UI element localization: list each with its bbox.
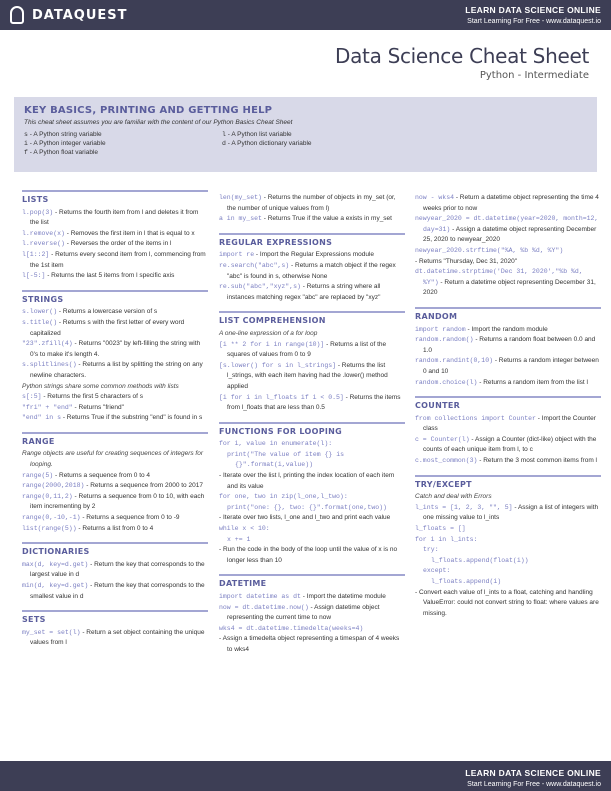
basics-var: l [222, 131, 226, 138]
cheat-item [219, 492, 405, 513]
basics-item: f - A Python float variable [24, 149, 99, 156]
code-snippet: range(2000,2018) [22, 482, 85, 490]
code-snippet: newyear_2020 = dt.datetime(year=2020, month=12, day=31) [415, 215, 599, 233]
cheat-item: import random - Import the random module [415, 325, 548, 333]
code-snippet: dt.datetime.strptime('Dec 31, 2020',"%b %d, %Y") [415, 268, 583, 286]
cheat-item: - Iterate over two lists, l_one and l_two and print each value [219, 514, 391, 522]
cheat-item: max(d, key=d.get) - Return the key that corresponds to the largest value in d [22, 560, 205, 579]
section-sets [22, 610, 208, 649]
section-range [22, 432, 208, 534]
cheat-item: a in my_set - Returns True if the value a exists in my_set [219, 215, 392, 223]
cheat-item: random.random() - Returns a random float between 0.0 and 1.0 [415, 336, 596, 354]
header-link[interactable]: Start Learning For Free - www.dataquest.io [467, 18, 601, 25]
code-snippet: random.random() [415, 336, 474, 344]
code-snippet: print("The value of item {} is {}".format(i,value)) [227, 450, 345, 469]
cheat-item: Catch and deal with Errors [415, 493, 492, 501]
cheat-item: "end" in s - Returns True if the substring "end" is found in s [22, 414, 203, 422]
cheat-item: l[-5:] - Returns the last 5 items from l specific axis [22, 272, 175, 280]
code-snippet: except: [423, 567, 451, 575]
cheat-item: dt.datetime.strptime('Dec 31, 2020',"%b %d, %Y") - Return a datetime object representing December 31, 2020 [415, 268, 596, 297]
cheat-item: random.randint(0,10) - Returns a random integer between 0 and 10 [415, 357, 599, 375]
code-snippet: range(0,-10,-1) [22, 514, 81, 522]
cheat-item: l[1::2] - Returns every second item from l, commencing from the 1st item [22, 250, 206, 269]
cheat-item [219, 624, 405, 635]
code-snippet: re.sub("abc","xyz",s) [219, 283, 301, 291]
cheat-item: range(0,-10,-1) - Returns a sequence from 0 to -9 [22, 514, 180, 522]
code-snippet: list(range(5)) [22, 524, 77, 532]
page-title: Data Science Cheat Sheet [334, 44, 589, 68]
cheat-item: [i for i in l_floats if i < 0.5] - Returns the items from l_floats that are less than 0.5 [219, 393, 401, 412]
code-snippet: l[-5:] [22, 272, 46, 280]
code-snippet: print("one: {}, two: {}".format(one,two)) [227, 503, 387, 511]
section-heading: DATETIME [219, 579, 267, 589]
code-snippet: min(d, key=d.get) [22, 582, 89, 589]
code-snippet: l_floats.append(float(i)) [431, 556, 529, 564]
section-continued [219, 190, 405, 225]
cheat-item: list(range(5)) - Returns a list from 0 to 4 [22, 524, 154, 532]
column-1 [22, 190, 208, 657]
code-snippet: a in my_set [219, 215, 262, 223]
section-list-comprehension [219, 311, 405, 413]
basics-var: d [222, 140, 226, 147]
cheat-item: import datetime as dt - Import the datetime module [219, 593, 386, 600]
logo-icon [10, 6, 24, 24]
cheat-item: range(2000,2018) - Returns a sequence from 2000 to 2017 [22, 482, 203, 490]
cheat-item: [i ** 2 for i in range(10)] - Returns a list of the squares of values from 0 to 9 [219, 340, 387, 359]
cheat-item: random.choice(l) - Returns a random item from the list l [415, 378, 588, 386]
code-snippet: range(5) [22, 471, 54, 479]
code-snippet: my_set = set(l) [22, 628, 81, 636]
column-3 [415, 190, 601, 627]
section-heading: SETS [22, 615, 46, 625]
code-snippet: random.randint(0,10) [415, 357, 494, 365]
section-heading: RANGE [22, 436, 55, 446]
code-snippet: "end" in s [22, 414, 62, 422]
code-snippet: for i, value in enumerate(l): [219, 440, 333, 448]
section-heading: STRINGS [22, 294, 64, 304]
cheat-item: s.lower() - Returns a lowercase version of s [22, 308, 158, 316]
code-snippet: try: [423, 546, 439, 554]
page-subtitle: Python - Intermediate [479, 70, 589, 81]
code-snippet: for i in l_ints: [415, 535, 478, 543]
code-snippet: [i ** 2 for i in range(10)] [219, 340, 325, 348]
code-snippet: l.reverse() [22, 240, 65, 248]
code-snippet: while x < 10: [219, 525, 270, 533]
code-snippet: s.title() [22, 318, 58, 326]
basics-item: i - A Python integer variable [24, 140, 106, 147]
section-datetime [219, 574, 405, 655]
section-try-except [415, 475, 601, 620]
section-functions-for-looping [219, 422, 405, 567]
code-snippet: c.most_common(3) [415, 457, 478, 465]
section-heading: LIST COMPREHENSION [219, 316, 326, 326]
cheat-item: s[:5] - Returns the first 5 characters of s [22, 393, 144, 401]
code-snippet: import random [415, 325, 466, 333]
code-snippet: now - wks4 [415, 194, 455, 201]
dataquest-logo[interactable] [10, 6, 127, 24]
cheat-item: - Run the code in the body of the loop until the value of x is no longer less than 10 [219, 546, 398, 564]
bottom-footer [0, 761, 611, 791]
cheat-item [219, 439, 405, 471]
code-snippet: l[1::2] [22, 250, 50, 258]
basics-intro: This cheat sheet assumes you are familiar with the content of our Python Basics Cheat Sheet [24, 119, 293, 126]
section-continued [415, 190, 601, 299]
section-heading: FUNCTIONS FOR LOOPING [219, 426, 343, 436]
code-snippet: from collections import Counter [415, 414, 536, 422]
cheat-item: c.most_common(3) - Return the 3 most common items from l [415, 457, 597, 465]
section-heading: TRY/EXCEPT [415, 479, 472, 489]
basics-item: d - A Python dictionary variable [222, 140, 312, 147]
code-snippet: len(my_set) [219, 194, 262, 201]
section-regular-expressions [219, 233, 405, 304]
cheat-item: min(d, key=d.get) - Return the key that corresponds to the smallest value in d [22, 582, 205, 600]
cheat-item: Range objects are useful for creating sequences of integers for looping. [22, 450, 204, 469]
cheat-item: s.title() - Returns s with the first letter of every word capitalized [22, 318, 185, 337]
code-snippet: newyear_2020.strftime("%A, %b %d, %Y") [415, 246, 564, 254]
cheat-item: l_ints = [1, 2, 3, "", 5] - Assign a list of integers with one missing value to l_ints [415, 503, 599, 522]
cheat-item [415, 524, 601, 535]
section-lists [22, 190, 208, 282]
basics-item: l - A Python list variable [222, 131, 292, 138]
cheat-item: A one-line expression of a for loop [219, 329, 318, 337]
cheat-item [415, 535, 601, 588]
code-snippet: now = dt.datetime.now() [219, 603, 309, 611]
cheat-item: - Returns "Thursday, Dec 31, 2020" [415, 257, 518, 265]
cheat-item: now - wks4 - Return a datetime object representing the time 4 weeks prior to now [415, 194, 599, 212]
code-snippet: s.splitlines() [22, 361, 77, 369]
cheat-item: - Iterate over the list l, printing the index location of each item and its value [219, 472, 395, 490]
basics-var: s [24, 131, 28, 138]
code-snippet: import re [219, 251, 255, 259]
cheat-item: len(my_set) - Returns the number of objects in my_set (or, the number of unique values from l) [219, 194, 396, 212]
cheat-item: Python strings share some common methods with lists [22, 382, 179, 390]
cheat-item: now = dt.datetime.now() - Assign datetime object representing the current time to now [219, 603, 380, 622]
code-snippet: [s.lower() for s in l_strings] [219, 361, 337, 369]
cheat-item: my_set = set(l) - Return a set object containing the unique values from l [22, 628, 205, 647]
header-cta: LEARN DATA SCIENCE ONLINE [465, 5, 601, 15]
cheat-item: re.search("abc",s) - Returns a match object if the regex "abc" is found in s, otherwise None [219, 261, 396, 280]
cheat-item: c = Counter(l) - Assign a Counter (dict-like) object with the counts of each unique item from l, to c [415, 435, 597, 454]
section-heading: DICTIONARIES [22, 547, 90, 557]
basics-var: f [24, 149, 28, 156]
cheat-item: range(0,11,2) - Returns a sequence from 0 to 10, with each item incrementing by 2 [22, 492, 205, 511]
code-snippet: s[:5] [22, 393, 42, 401]
cheat-item: s.splitlines() - Returns a list by splitting the string on any newline characters. [22, 361, 203, 379]
cheat-item: "23".zfill(4) - Returns "0023" by left-filling the string with 0's to make it's length 4. [22, 340, 201, 358]
basics-var: i [24, 140, 28, 147]
cheat-item: - Convert each value of l_ints to a float, catching and handling ValueError: could not convert string to float: where values are missing. [415, 588, 599, 617]
code-snippet: l_ints = [1, 2, 3, "", 5] [415, 503, 513, 511]
cheat-item [415, 246, 601, 257]
cheat-item: range(5) - Returns a sequence from 0 to 4 [22, 471, 151, 479]
cheat-item: l.pop(3) - Returns the fourth item from l and deletes it from the list [22, 208, 199, 227]
cheat-item: - Assign a timedelta object representing a timespan of 4 weeks to wks4 [219, 635, 400, 653]
basics-heading: KEY BASICS, PRINTING AND GETTING HELP [24, 105, 273, 116]
basics-panel [14, 97, 597, 172]
code-snippet: l_floats.append(i) [431, 578, 502, 585]
section-heading: REGULAR EXPRESSIONS [219, 237, 333, 247]
code-snippet: l_floats = [] [415, 525, 466, 533]
section-strings [22, 290, 208, 424]
logo-text: DATAQUEST [32, 7, 128, 23]
cheat-item: l.remove(x) - Removes the first item in l that is equal to x [22, 229, 195, 237]
cheat-item: "fri" + "end" - Returns "friend" [22, 403, 124, 411]
code-snippet: random.choice(l) [415, 378, 478, 386]
top-header [0, 0, 611, 30]
code-snippet: for one, two in zip(l_one,l_two): [219, 493, 348, 501]
code-snippet: l.remove(x) [22, 229, 65, 237]
code-snippet: x += 1 [227, 535, 251, 543]
code-snippet: import datetime as dt [219, 593, 301, 600]
code-snippet: max(d, key=d.get) [22, 560, 89, 568]
code-snippet: c = Counter(l) [415, 435, 470, 443]
code-snippet: wks4 = dt.datetime.timedelta(weeks=4) [219, 624, 364, 632]
code-snippet: s.lower() [22, 308, 58, 316]
code-snippet: "fri" + "end" [22, 403, 73, 411]
cheat-item: [s.lower() for s in l_strings] - Returns the list l_strings, with each item having had the .lower() method applied [219, 361, 388, 390]
code-snippet: range(0,11,2) [22, 492, 73, 500]
footer-cta: LEARN DATA SCIENCE ONLINE [465, 768, 601, 778]
basics-item: s - A Python string variable [24, 131, 102, 138]
cheat-item: re.sub("abc","xyz",s) - Returns a string where all instances matching regex "abc" are replaced by "xyz" [219, 283, 381, 301]
section-heading: RANDOM [415, 311, 458, 321]
cheat-item: import re - Import the Regular Expressions module [219, 251, 375, 259]
code-snippet: re.search("abc",s) [219, 261, 290, 269]
footer-link[interactable]: Start Learning For Free - www.dataquest.io [467, 781, 601, 788]
column-2 [219, 190, 405, 664]
cheat-item [219, 524, 405, 545]
code-snippet: [i for i in l_floats if i < 0.5] [219, 393, 344, 401]
section-heading: LISTS [22, 195, 49, 204]
cheat-item: newyear_2020 = dt.datetime(year=2020, month=12, day=31) - Assign a datetime object representing December 25, 2020 to newyear_2020 [415, 215, 599, 244]
section-dictionaries [22, 542, 208, 602]
section-counter [415, 396, 601, 467]
section-random [415, 307, 601, 388]
code-snippet: "23".zfill(4) [22, 340, 73, 348]
cheat-item: from collections import Counter - Import the Counter class [415, 414, 596, 433]
section-heading: COUNTER [415, 401, 461, 411]
cheat-item: l.reverse() - Reverses the order of the items in l [22, 240, 172, 248]
code-snippet: l.pop(3) [22, 208, 54, 216]
